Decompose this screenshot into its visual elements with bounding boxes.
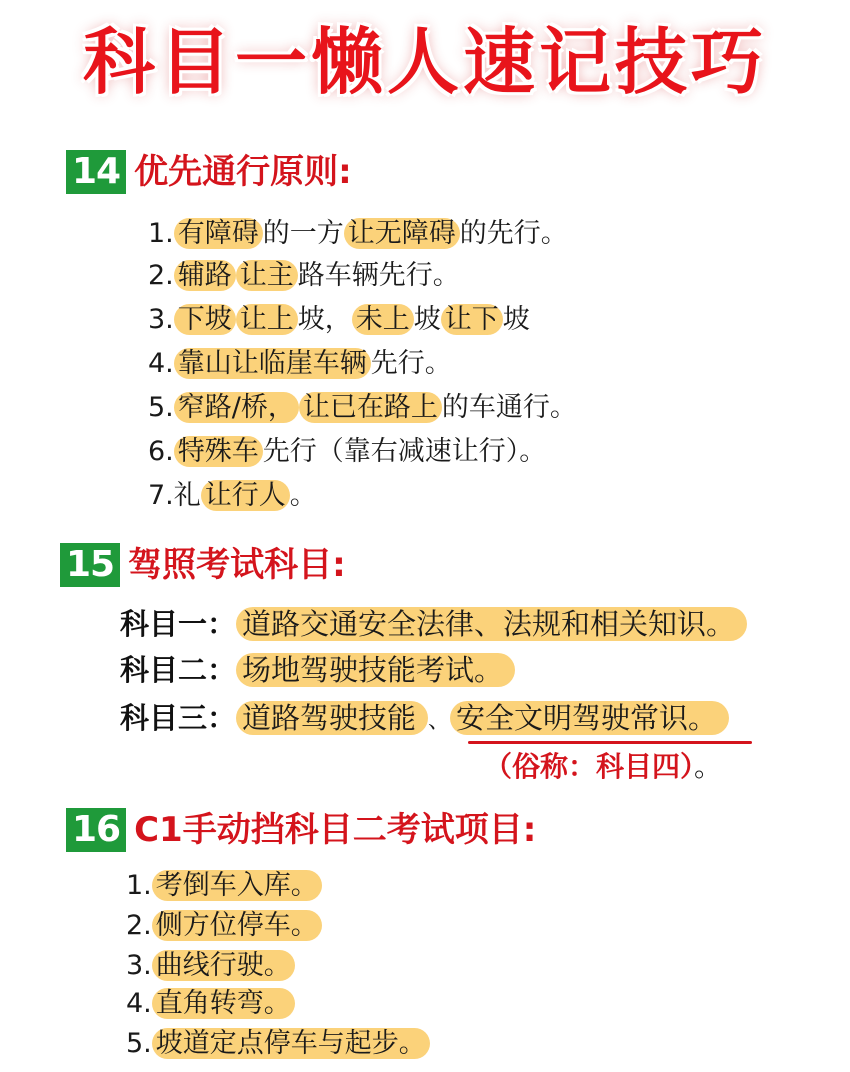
underline-marker: [468, 741, 752, 744]
highlight-text: 让主: [236, 260, 298, 291]
highlight-text: 让下: [441, 304, 503, 335]
subject-content: 场地驾驶技能考试。: [236, 653, 515, 687]
highlight-text: 让上: [236, 304, 298, 335]
item-number: 5.: [148, 392, 174, 423]
section-title: 优先通行原则:: [134, 152, 352, 192]
list-item: [148, 346, 452, 382]
subject-row: [120, 698, 729, 742]
item-number: 5.: [126, 1028, 152, 1059]
highlight-text: 坡道定点停车与起步。: [152, 1028, 430, 1059]
list-item: [126, 948, 295, 984]
separator: 、: [428, 709, 451, 734]
item-number: 4.: [126, 988, 152, 1019]
item-number: 3.: [126, 950, 152, 981]
subject-content: 道路交通安全法律、法规和相关知识。: [236, 607, 747, 641]
section-16-header: [66, 808, 536, 852]
list-item: [148, 390, 577, 426]
section-number-badge: 15: [60, 543, 120, 587]
note-text: [484, 747, 722, 787]
item-number: 4.: [148, 348, 174, 379]
list-item: [148, 258, 460, 294]
list-item: [148, 216, 568, 252]
item-text: 的车通行。: [441, 392, 577, 423]
section-title: 驾照考试科目:: [128, 545, 346, 585]
note-tail: 。: [694, 750, 723, 783]
list-item: [148, 434, 546, 470]
highlight-text: 下坡: [174, 304, 236, 335]
list-item: [148, 478, 317, 514]
section-15-header: [60, 543, 346, 587]
item-text: 。: [289, 480, 317, 511]
highlight-text: 让已在路上: [299, 392, 442, 423]
section-title: C1手动挡科目二考试项目:: [134, 810, 537, 850]
item-number: 6.: [148, 436, 174, 467]
list-item: [148, 302, 530, 338]
list-item: [126, 868, 322, 904]
item-text: 先行（靠右减速让行）。: [262, 436, 547, 467]
section-14-header: [66, 150, 352, 194]
item-text: 的一方: [262, 218, 344, 249]
item-text: 坡: [502, 304, 530, 335]
list-item: [126, 1026, 430, 1062]
item-text: 的先行。: [459, 218, 568, 249]
highlight-text: 辅路: [174, 260, 236, 291]
highlight-text: 直角转弯。: [152, 988, 295, 1019]
subject-content: 道路驾驶技能: [236, 701, 428, 735]
highlight-text: 考倒车入库。: [152, 870, 322, 901]
subject-label: 科目一：: [120, 607, 237, 641]
list-item: [126, 908, 322, 944]
item-text: 路车辆先行。: [297, 260, 460, 291]
subject-row: [120, 650, 515, 690]
item-number: 3.: [148, 304, 174, 335]
item-number: 7.: [148, 480, 174, 511]
section-number-badge: 14: [66, 150, 126, 194]
highlight-text: 特殊车: [174, 436, 263, 467]
highlight-text: 有障碍: [174, 218, 263, 249]
item-number: 2.: [126, 910, 152, 941]
item-text: 坡: [413, 304, 441, 335]
note-label: （俗称：科目四）: [484, 750, 695, 783]
item-text: 礼: [173, 480, 201, 511]
highlight-text: 让行人: [201, 480, 290, 511]
subject-content-extra: 安全文明驾驶常识。: [450, 701, 729, 735]
highlight-text: 靠山让临崖车辆: [174, 348, 371, 379]
subject-label: 科目二：: [120, 653, 237, 687]
item-text: 先行。: [370, 348, 452, 379]
highlight-text: 让无障碍: [344, 218, 460, 249]
section-number-badge: 16: [66, 808, 126, 852]
subject-row: [120, 604, 747, 644]
item-number: 2.: [148, 260, 174, 291]
highlight-text: 窄路/桥，: [174, 392, 299, 423]
list-item: [126, 986, 295, 1022]
highlight-text: 未上: [352, 304, 414, 335]
item-number: 1.: [126, 870, 152, 901]
highlight-text: 曲线行驶。: [152, 950, 295, 981]
item-text: 坡，: [297, 304, 352, 335]
highlight-text: 侧方位停车。: [152, 910, 322, 941]
subject-label: 科目三：: [120, 701, 237, 735]
page-title: 科目一懒人速记技巧: [82, 20, 767, 104]
item-number: 1.: [148, 218, 174, 249]
